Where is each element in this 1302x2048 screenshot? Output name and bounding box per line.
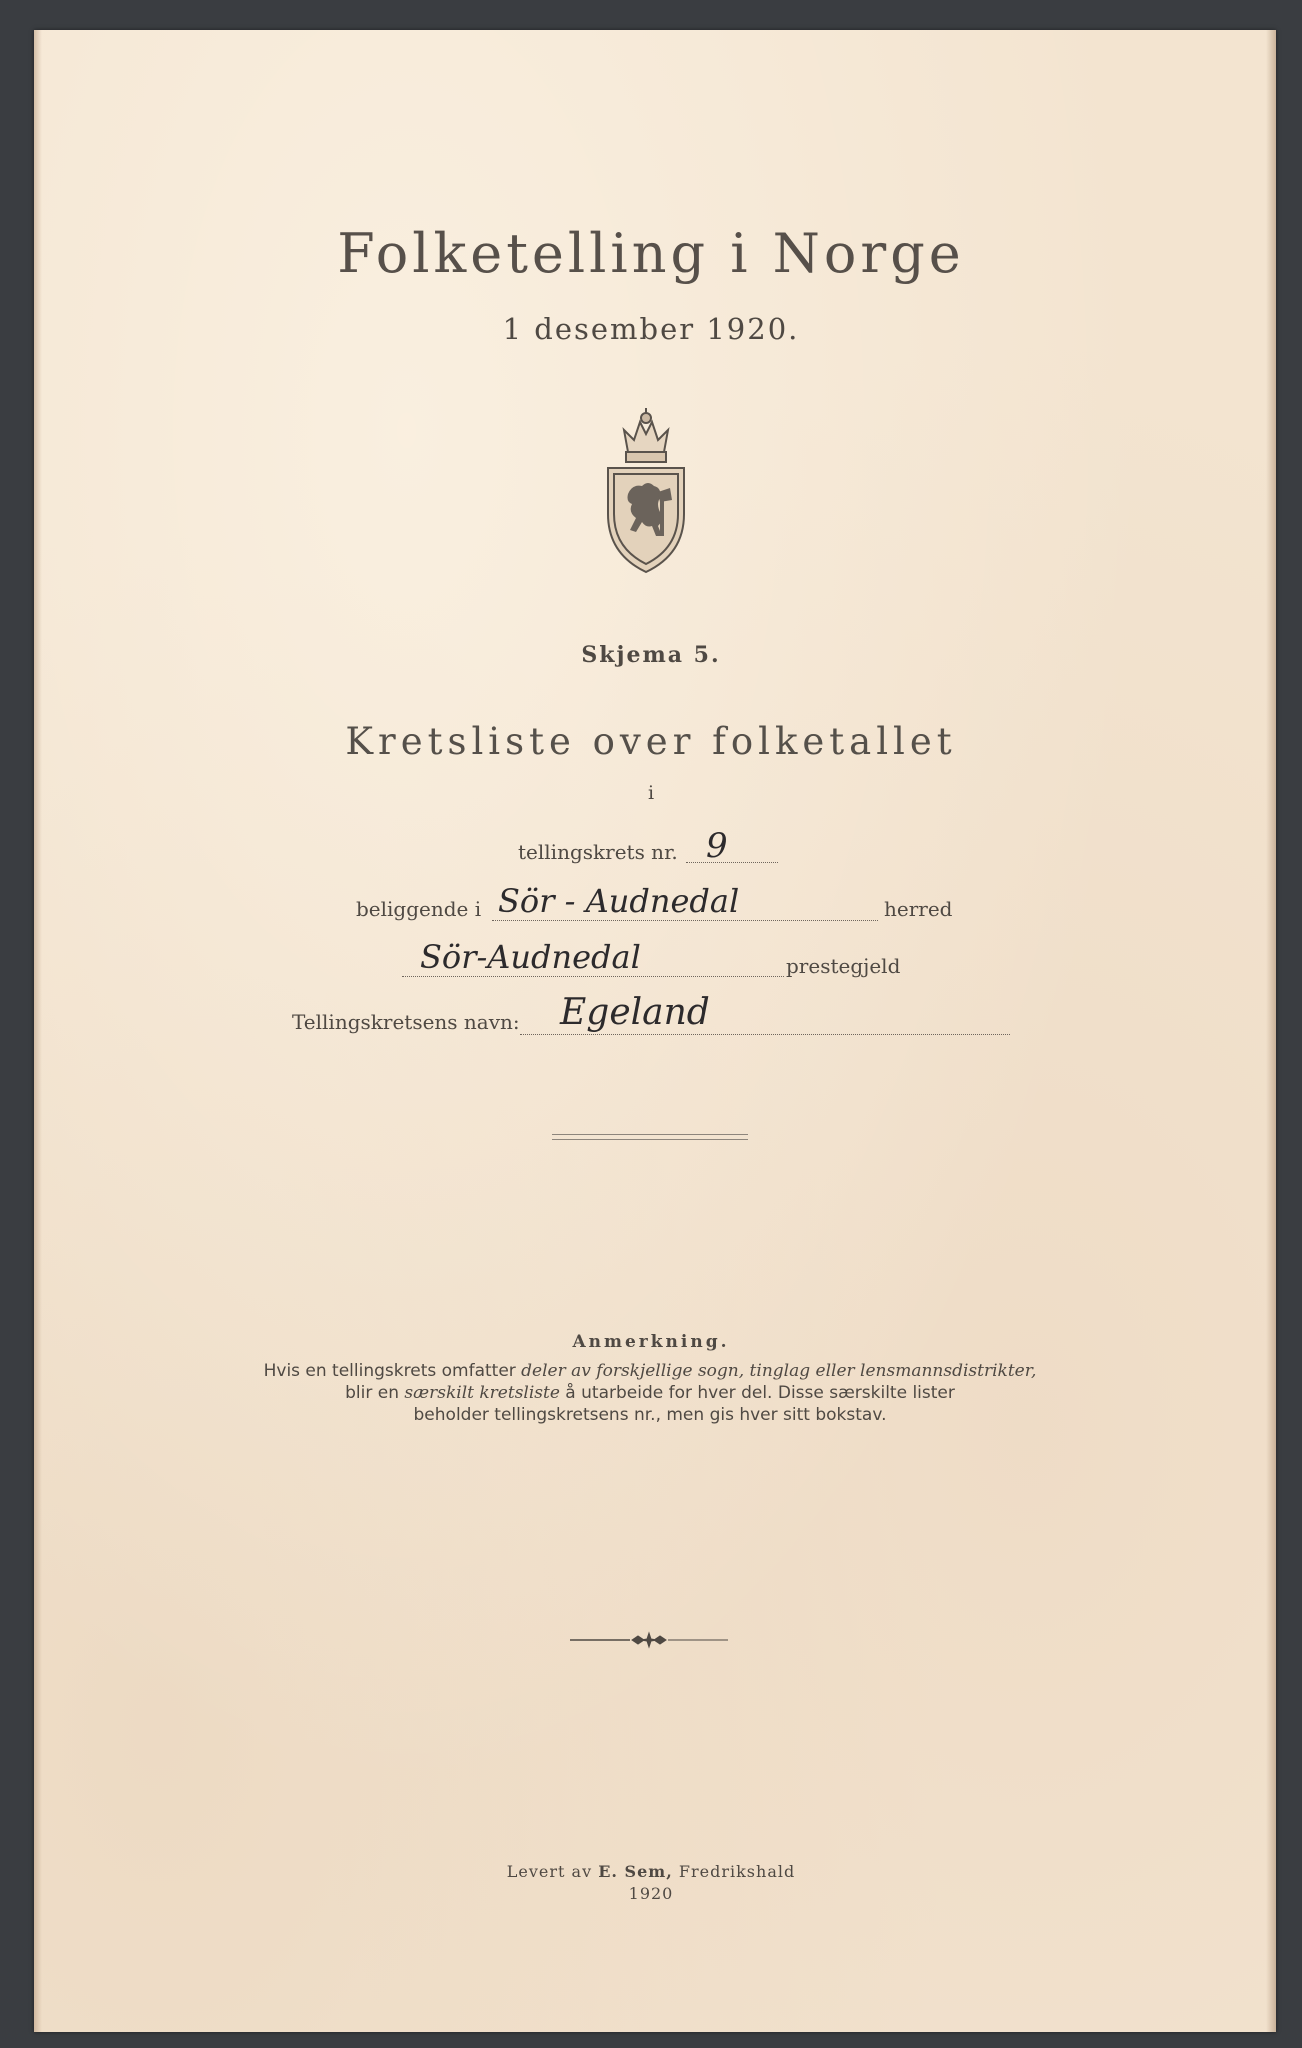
district-name-line: [520, 1034, 1010, 1035]
document-title: Folketelling i Norge: [337, 222, 965, 285]
ornament-divider-icon: [570, 1630, 728, 1650]
printer-year: 1920: [628, 1884, 674, 1903]
preposition: i: [647, 782, 655, 804]
printer-place: Fredrikshald: [672, 1862, 796, 1881]
district-name-label: Tellingskretsens navn:: [292, 1010, 520, 1034]
district-name-value: Egeland: [560, 992, 710, 1033]
district-number-label: tellingskrets nr.: [518, 840, 678, 864]
note-line-1-italic: deler av forskjellige sogn, tinglag eller lensmannsdistrikter,: [521, 1361, 1037, 1381]
note-line-1-text: Hvis en tellingskrets omfatter: [263, 1361, 522, 1381]
note-line-2: [200, 1382, 1100, 1404]
parish-value: Sör-Audnedal: [420, 938, 641, 976]
district-number-value: 9: [706, 826, 728, 866]
schema-number: Skjema 5.: [581, 642, 721, 668]
note-line-2-text-c: å utarbeide for hver del. Disse særskilte lister: [559, 1383, 955, 1403]
note-body: [200, 1360, 1100, 1426]
note-line-2-text-a: blir en: [345, 1383, 405, 1403]
printer-line: [0, 1862, 1302, 1881]
district-number-line: [686, 862, 778, 863]
note-line-3: beholder tellingskretsens nr., men gis hver sitt bokstav.: [413, 1405, 887, 1425]
printer-prefix: Levert av: [506, 1862, 599, 1881]
municipality-line: [492, 920, 878, 921]
parish-suffix: prestegjeld: [786, 954, 901, 978]
census-date: 1 desember 1920.: [502, 312, 800, 346]
note-line-1: [200, 1360, 1100, 1382]
form-heading: Kretsliste over folketallet: [345, 720, 957, 763]
municipality-value: Sör - Audnedal: [498, 882, 740, 920]
municipality-label: beliggende i: [356, 897, 482, 921]
divider-rule: [552, 1134, 748, 1140]
norwegian-coat-of-arms-icon: [598, 404, 694, 576]
printer-name: E. Sem,: [598, 1862, 673, 1881]
note-heading: Anmerkning.: [572, 1332, 730, 1352]
parish-line: [402, 976, 784, 977]
municipality-suffix: herred: [884, 897, 953, 921]
note-line-2-italic: særskilt kretsliste: [404, 1383, 560, 1403]
